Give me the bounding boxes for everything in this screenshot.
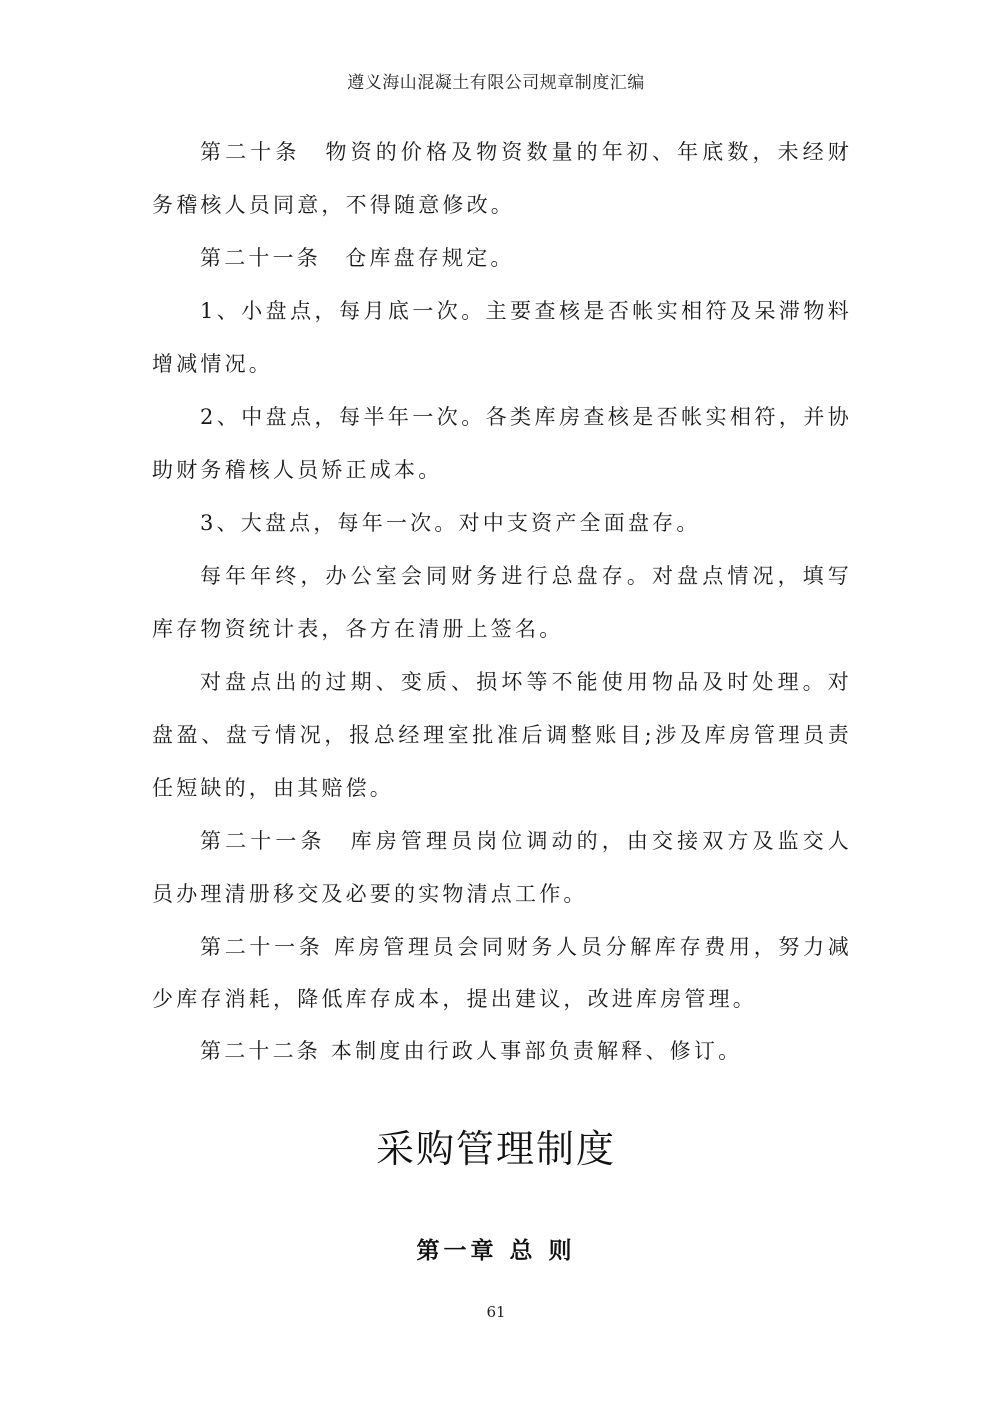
document-body xyxy=(152,126,852,1077)
year-end-inventory-paragraph: 每年年终，办公室会同财务进行总盘存。对盘点情况，填写库存物资统计表，各方在清册上签名。 xyxy=(152,564,852,641)
chapter-title: 第一章 总 则 xyxy=(416,1237,576,1264)
mid-inventory-paragraph: 2、中盘点，每半年一次。各类库房查核是否帐实相符，并协助财务稽核人员矫正成本。 xyxy=(152,405,852,482)
article-20-paragraph: 第二十条 物资的价格及物资数量的年初、年底数，未经财务稽核人员同意，不得随意修改。 xyxy=(152,140,852,217)
large-inventory-paragraph: 3、大盘点，每年一次。对中支资产全面盘存。 xyxy=(200,511,701,535)
handover-paragraph: 第二十一条 库房管理员岗位调动的，由交接双方及监交人员办理清册移交及必要的实物清点工作。 xyxy=(152,829,852,906)
article-22-paragraph: 第二十二条 本制度由行政人事部负责解释、修订。 xyxy=(200,1039,743,1063)
section-title: 采购管理制度 xyxy=(375,1127,616,1171)
article-21-heading: 第二十一条 仓库盘存规定。 xyxy=(200,246,515,270)
running-header: 遵义海山混凝土有限公司规章制度汇编 xyxy=(347,73,645,93)
small-inventory-paragraph: 1、小盘点，每月底一次。主要查核是否帐实相符及呆滞物料增减情况。 xyxy=(152,299,852,376)
disposal-paragraph: 对盘点出的过期、变质、损坏等不能使用物品及时处理。对盘盈、盘亏情况，报总经理室批准后调整账目;涉及库房管理员责任短缺的，由其赔偿。 xyxy=(152,670,852,800)
cost-reduction-paragraph: 第二十一条 库房管理员会同财务人员分解库存费用，努力减少库存消耗，降低库存成本，提出建议，改进库房管理。 xyxy=(152,935,852,1011)
page-number: 61 xyxy=(486,1303,506,1321)
